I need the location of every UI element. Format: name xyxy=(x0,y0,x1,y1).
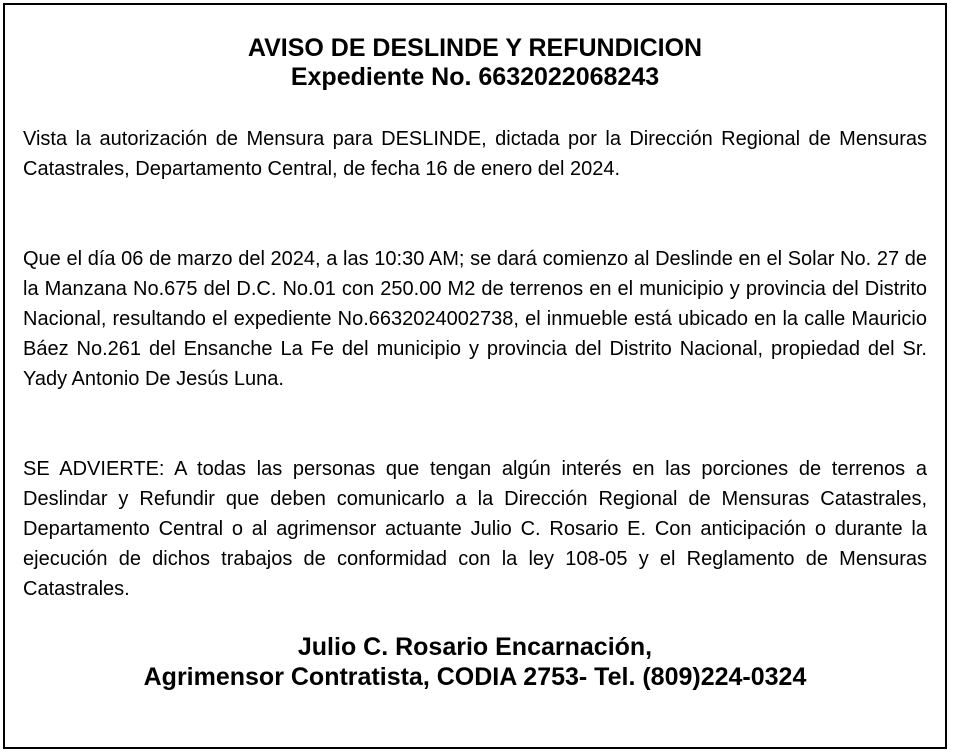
authorization-paragraph: Vista la autorización de Mensura para DESLINDE, dictada por la Dirección Regional de Mensuras Catastrales, Departamento Central, de fecha 16 de enero del 2024. xyxy=(23,128,927,180)
surveyor-name: Julio C. Rosario Encarnación, xyxy=(297,633,653,661)
notice-heading xyxy=(5,34,945,92)
notice-title: AVISO DE DESLINDE Y REFUNDICION xyxy=(247,34,703,62)
legal-notice xyxy=(3,3,947,749)
survey-details-paragraph: Que el día 06 de marzo del 2024, a las 10:30 AM; se dará comienzo al Deslinde en el Solar No. 27 de la Manzana No.675 del D.C. No.01 con 250.00 M2 de terrenos en el municipio y provincia del Distrito Nacional, resultando el expediente No.6632024002738, el inmueble está ubicado en la calle Mauricio Báez No.261 del Ensanche La Fe del municipio y provincia del Distrito Nacional, propiedad del Sr. Yady Antonio De Jesús Luna. xyxy=(23,248,927,390)
warning-paragraph: SE ADVIERTE: A todas las personas que tengan algún interés en las porciones de terrenos a Deslindar y Refundir que deben comunicarlo a la Dirección Regional de Mensuras Catastrales, Departamento Central o al agrimensor actuante Julio C. Rosario E. Con anticipación o durante la ejecución de dichos trabajos de conformidad con la ley 108-05 y el Reglamento de Mensuras Catastrales. xyxy=(23,458,927,600)
surveyor-credentials: Agrimensor Contratista, CODIA 2753- Tel. (809)224-0324 xyxy=(143,663,807,691)
file-number: Expediente No. 6632022068243 xyxy=(290,63,660,91)
signature-block xyxy=(5,632,945,692)
